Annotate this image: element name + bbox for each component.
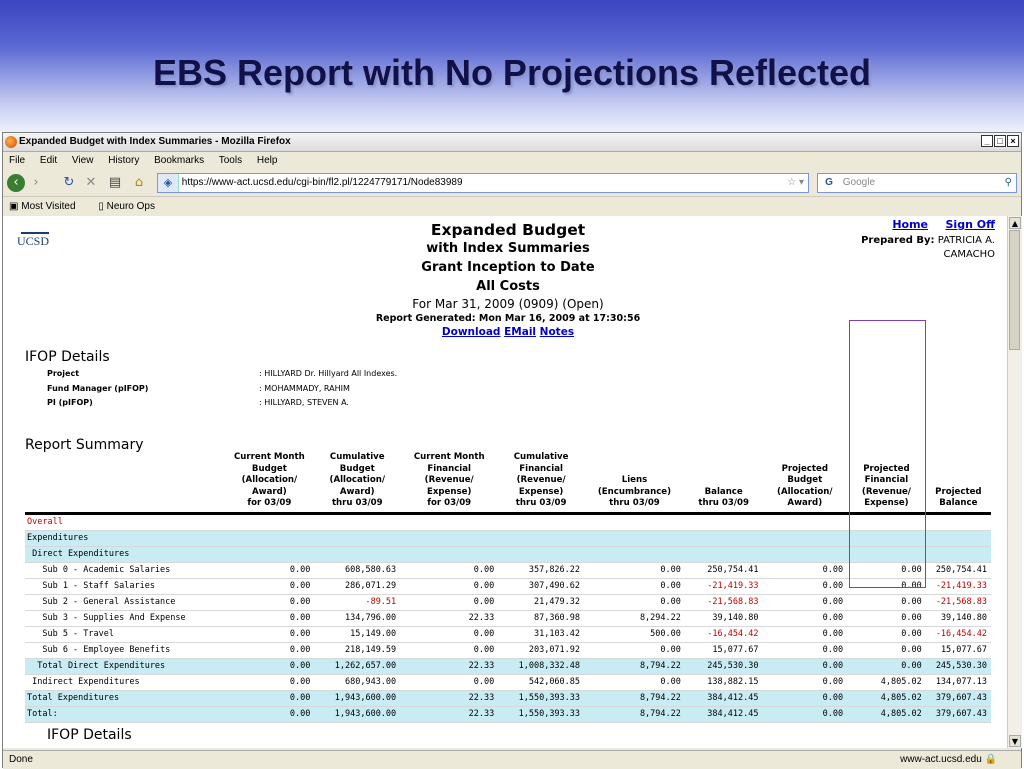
row-label: Sub 0 - Academic Salaries (25, 562, 224, 578)
status-bar (3, 750, 1021, 769)
cell-liens-col: 0.00 (584, 674, 685, 690)
cell-projected-budget-col: 0.00 (762, 626, 847, 642)
cell-projected-balance-col: 134,077.13 (926, 674, 991, 690)
menu-help[interactable]: Help (256, 155, 278, 166)
table-row (25, 674, 991, 690)
cell-cumulative-financial-col: 31,103.42 (498, 626, 584, 642)
cell-current-month-financial-col (400, 546, 498, 562)
cell-projected-balance-col: -21,568.83 (926, 594, 991, 610)
url-bar[interactable] (157, 173, 809, 193)
cell-current-month-financial-col: 22.33 (400, 690, 498, 706)
row-label: Overall (25, 513, 224, 530)
column-header-projected-balance-col: Projected Balance (926, 452, 991, 513)
cell-balance-col (685, 530, 763, 546)
cell-liens-col: 0.00 (584, 562, 685, 578)
status-domain: www-act.ucsd.edu 🔒 (900, 754, 997, 765)
bookmark-most-visited[interactable]: ▣ Most Visited (9, 201, 76, 212)
report-summary-table (25, 452, 991, 723)
cell-current-month-financial-col: 0.00 (400, 562, 498, 578)
home-icon[interactable]: ⌂ (134, 175, 144, 190)
cell-liens-col: 8,794.22 (584, 706, 685, 722)
cell-cumulative-financial-col: 1,550,393.33 (498, 690, 584, 706)
cell-current-month-financial-col (400, 513, 498, 530)
cell-projected-budget-col: 0.00 (762, 674, 847, 690)
cell-projected-balance-col: 250,754.41 (926, 562, 991, 578)
status-text: Done (9, 754, 33, 765)
cell-projected-budget-col (762, 546, 847, 562)
row-label: Expenditures (25, 530, 224, 546)
cell-projected-budget-col: 0.00 (762, 690, 847, 706)
cell-balance-col: -21,419.33 (685, 578, 763, 594)
cell-cumulative-financial-col (498, 513, 584, 530)
bookmark-neuro-ops[interactable]: ▯ Neuro Ops (98, 201, 155, 212)
cell-projected-balance-col: 15,077.67 (926, 642, 991, 658)
table-row (25, 530, 991, 546)
cell-liens-col: 8,794.22 (584, 690, 685, 706)
prepared-by-label: Prepared By: (861, 235, 935, 246)
cell-projected-financial-col: 4,805.02 (847, 690, 926, 706)
bookmarks-toolbar (3, 197, 1021, 218)
report-period: For Mar 31, 2009 (0909) (Open) (412, 297, 604, 311)
cell-current-month-budget-col: 0.00 (224, 610, 314, 626)
user-panel (861, 218, 995, 262)
cell-cumulative-budget-col: 680,943.00 (314, 674, 400, 690)
cell-balance-col: 384,412.45 (685, 706, 763, 722)
column-header-projected-financial-col: Projected Financial (Revenue/ Expense) (847, 452, 926, 513)
stop-icon[interactable]: ✕ (85, 175, 97, 190)
cell-current-month-financial-col (400, 530, 498, 546)
cell-projected-financial-col: 4,805.02 (847, 706, 926, 722)
home-link[interactable]: Home (892, 218, 928, 231)
report-generated: Report Generated: Mon Mar 16, 2009 at 17:30:56 (375, 313, 641, 324)
cell-cumulative-budget-col (314, 513, 400, 530)
cell-projected-financial-col: 0.00 (847, 562, 926, 578)
table-row (25, 578, 991, 594)
menu-bookmarks[interactable]: Bookmarks (154, 155, 205, 166)
cell-projected-balance-col: -16,454.42 (926, 626, 991, 642)
report-summary-heading: Report Summary (25, 437, 144, 453)
cell-current-month-financial-col: 22.33 (400, 706, 498, 722)
cell-projected-budget-col (762, 530, 847, 546)
menu-edit[interactable]: Edit (39, 155, 58, 166)
table-row (25, 546, 991, 562)
cell-cumulative-budget-col (314, 546, 400, 562)
table-row (25, 594, 991, 610)
cell-balance-col: 15,077.67 (685, 642, 763, 658)
print-icon[interactable]: ▤ (108, 175, 122, 190)
row-label: Sub 5 - Travel (25, 626, 224, 642)
cell-balance-col: 39,140.80 (685, 610, 763, 626)
row-label: Total Direct Expenditures (25, 658, 224, 674)
cell-current-month-financial-col: 22.33 (400, 610, 498, 626)
maximize-icon[interactable]: □ (994, 135, 1006, 147)
cell-current-month-financial-col: 0.00 (400, 674, 498, 690)
table-header-row (25, 452, 991, 513)
row-label: Sub 2 - General Assistance (25, 594, 224, 610)
row-label: Sub 3 - Supplies And Expense (25, 610, 224, 626)
site-identity-icon[interactable]: ◈ (158, 174, 179, 192)
cell-cumulative-financial-col: 307,490.62 (498, 578, 584, 594)
cell-projected-financial-col: 0.00 (847, 594, 926, 610)
cell-projected-financial-col: 0.00 (847, 642, 926, 658)
ifop-details (47, 367, 397, 411)
window-title: Expanded Budget with Index Summaries - Mozilla Firefox (19, 136, 291, 147)
cell-liens-col (584, 530, 685, 546)
cell-liens-col (584, 513, 685, 530)
cell-liens-col: 500.00 (584, 626, 685, 642)
cell-current-month-budget-col: 0.00 (224, 626, 314, 642)
cell-cumulative-financial-col (498, 546, 584, 562)
cell-cumulative-financial-col: 87,360.98 (498, 610, 584, 626)
cell-projected-financial-col: 0.00 (847, 626, 926, 642)
cell-liens-col: 8,294.22 (584, 610, 685, 626)
cell-cumulative-financial-col: 203,071.92 (498, 642, 584, 658)
column-header-current-month-budget-col: Current Month Budget (Allocation/ Award) for 03/09 (224, 452, 314, 513)
cell-projected-budget-col: 0.00 (762, 578, 847, 594)
cell-current-month-financial-col: 0.00 (400, 578, 498, 594)
menu-view[interactable]: View (71, 155, 94, 166)
report-links (303, 326, 713, 338)
cell-projected-budget-col: 0.00 (762, 706, 847, 722)
ifop-details-heading-bottom: IFOP Details (47, 727, 132, 743)
row-label: Total: (25, 706, 224, 722)
scroll-up-icon[interactable]: ▲ (1009, 217, 1021, 229)
minimize-icon[interactable]: _ (981, 135, 993, 147)
ifop-heading: IFOP Details (25, 349, 110, 365)
window-titlebar (3, 133, 1021, 152)
row-label: Total Expenditures (25, 690, 224, 706)
cell-balance-col: -21,568.83 (685, 594, 763, 610)
column-header-liens-col: Liens (Encumbrance) thru 03/09 (584, 452, 685, 513)
menu-history[interactable]: History (108, 155, 140, 166)
firefox-icon (5, 136, 17, 148)
cell-current-month-financial-col: 0.00 (400, 594, 498, 610)
column-header-cumulative-financial-col: Cumulative Financial (Revenue/ Expense) thru 03/09 (498, 452, 584, 513)
url-text: https://www-act.ucsd.edu/cgi-bin/fl2.pl/1224779171/Node83989 (181, 177, 463, 188)
table-row (25, 513, 991, 530)
cell-cumulative-budget-col: 1,262,657.00 (314, 658, 400, 674)
prepared-by-name-2: CAMACHO (943, 249, 995, 260)
column-header-label-col (25, 452, 224, 513)
slide-header (0, 0, 1024, 132)
cell-projected-financial-col: 4,805.02 (847, 674, 926, 690)
menu-bar (3, 152, 1021, 170)
cell-cumulative-budget-col (314, 530, 400, 546)
cell-cumulative-budget-col: 286,071.29 (314, 578, 400, 594)
lock-icon: 🔒 (984, 754, 997, 765)
cell-projected-balance-col (926, 546, 991, 562)
cell-projected-balance-col: 245,530.30 (926, 658, 991, 674)
sign-off-link[interactable]: Sign Off (945, 218, 995, 231)
cell-cumulative-financial-col: 21,479.32 (498, 594, 584, 610)
cell-current-month-financial-col: 22.33 (400, 658, 498, 674)
report-title: Expanded Budget (430, 221, 586, 239)
ifop-row: PI (pIFOP) : HILLYARD, STEVEN A. (47, 398, 349, 407)
ucsd-logo: UCSD (17, 220, 49, 249)
column-header-balance-col: Balance thru 03/09 (685, 452, 763, 513)
navigation-toolbar (3, 170, 1021, 197)
cell-cumulative-financial-col: 1,550,393.33 (498, 706, 584, 722)
notes-link[interactable]: Notes (539, 326, 575, 338)
cell-current-month-budget-col: 0.00 (224, 658, 314, 674)
scroll-down-icon[interactable]: ▼ (1009, 735, 1021, 747)
report-subtitle-3: All Costs (476, 279, 540, 294)
cell-liens-col: 0.00 (584, 594, 685, 610)
cell-cumulative-budget-col: 218,149.59 (314, 642, 400, 658)
cell-current-month-budget-col: 0.00 (224, 578, 314, 594)
cell-projected-financial-col: 0.00 (847, 578, 926, 594)
row-label: Direct Expenditures (25, 546, 224, 562)
cell-cumulative-financial-col (498, 530, 584, 546)
prepared-by-name: PATRICIA A. (937, 235, 995, 246)
table-row (25, 626, 991, 642)
back-icon[interactable]: ‹ (7, 174, 25, 192)
cell-cumulative-budget-col: 15,149.00 (314, 626, 400, 642)
cell-projected-balance-col: 379,607.43 (926, 690, 991, 706)
cell-balance-col: 250,754.41 (685, 562, 763, 578)
cell-cumulative-financial-col: 542,060.85 (498, 674, 584, 690)
cell-cumulative-budget-col: 608,580.63 (314, 562, 400, 578)
forward-icon[interactable]: › (33, 175, 39, 190)
cell-projected-budget-col (762, 513, 847, 530)
cell-cumulative-financial-col: 1,008,332.48 (498, 658, 584, 674)
cell-projected-budget-col: 0.00 (762, 594, 847, 610)
cell-projected-balance-col (926, 513, 991, 530)
cell-current-month-budget-col: 0.00 (224, 706, 314, 722)
cell-current-month-budget-col: 0.00 (224, 594, 314, 610)
slide-title: EBS Report with No Projections Reflected (152, 52, 872, 93)
cell-projected-budget-col: 0.00 (762, 658, 847, 674)
download-link[interactable]: Download (441, 326, 501, 338)
search-placeholder: Google (842, 177, 876, 188)
cell-liens-col: 0.00 (584, 578, 685, 594)
cell-projected-financial-col: 0.00 (847, 610, 926, 626)
vertical-scrollbar[interactable] (1007, 216, 1022, 748)
table-row (25, 610, 991, 626)
search-icon[interactable]: ⚲ (1004, 177, 1012, 188)
table-row (25, 658, 991, 674)
google-icon[interactable]: G (825, 177, 833, 188)
column-header-current-month-financial-col: Current Month Financial (Revenue/ Expense) for 03/09 (400, 452, 498, 513)
menu-tools[interactable]: Tools (218, 155, 243, 166)
cell-current-month-financial-col: 0.00 (400, 642, 498, 658)
column-header-projected-budget-col: Projected Budget (Allocation/ Award) (762, 452, 847, 513)
report-subtitle-2: Grant Inception to Date (421, 260, 595, 275)
cell-balance-col: 245,530.30 (685, 658, 763, 674)
cell-projected-balance-col: 39,140.80 (926, 610, 991, 626)
cell-current-month-budget-col (224, 513, 314, 530)
cell-liens-col: 0.00 (584, 642, 685, 658)
cell-balance-col (685, 513, 763, 530)
email-link[interactable]: EMail (504, 326, 537, 338)
table-row (25, 706, 991, 722)
ifop-row: Project : HILLYARD Dr. Hillyard All Indexes. (47, 369, 398, 378)
reload-icon[interactable]: ↻ (63, 175, 75, 190)
cell-liens-col (584, 546, 685, 562)
ifop-row: Fund Manager (pIFOP) : MOHAMMADY, RAHIM (47, 383, 350, 393)
cell-cumulative-budget-col: -89.51 (314, 594, 400, 610)
table-row (25, 562, 991, 578)
cell-current-month-budget-col: 0.00 (224, 674, 314, 690)
cell-current-month-financial-col: 0.00 (400, 626, 498, 642)
row-label: Sub 1 - Staff Salaries (25, 578, 224, 594)
cell-cumulative-financial-col: 357,826.22 (498, 562, 584, 578)
cell-cumulative-budget-col: 134,796.00 (314, 610, 400, 626)
table-row (25, 642, 991, 658)
cell-projected-financial-col: 0.00 (847, 658, 926, 674)
cell-current-month-budget-col: 0.00 (224, 562, 314, 578)
ucsd-bird-icon (21, 220, 49, 234)
cell-projected-balance-col (926, 530, 991, 546)
report-subtitle-1: with Index Summaries (426, 241, 590, 256)
cell-current-month-budget-col (224, 546, 314, 562)
cell-balance-col: -16,454.42 (685, 626, 763, 642)
cell-projected-budget-col: 0.00 (762, 562, 847, 578)
row-label: Indirect Expenditures (25, 674, 224, 690)
cell-current-month-budget-col (224, 530, 314, 546)
cell-balance-col: 384,412.45 (685, 690, 763, 706)
close-icon[interactable]: × (1007, 135, 1019, 147)
table-row (25, 690, 991, 706)
column-header-cumulative-budget-col: Cumulative Budget (Allocation/ Award) thru 03/09 (314, 452, 400, 513)
search-box[interactable] (817, 173, 1017, 193)
scroll-thumb[interactable] (1009, 230, 1020, 350)
projected-financial-highlight (849, 320, 926, 588)
bookmark-star-icon[interactable]: ☆ ▾ (787, 177, 804, 188)
cell-cumulative-budget-col: 1,943,600.00 (314, 706, 400, 722)
cell-balance-col: 138,882.15 (685, 674, 763, 690)
cell-current-month-budget-col: 0.00 (224, 642, 314, 658)
cell-balance-col (685, 546, 763, 562)
cell-liens-col: 8,794.22 (584, 658, 685, 674)
menu-file[interactable]: File (9, 155, 26, 166)
cell-projected-budget-col: 0.00 (762, 610, 847, 626)
row-label: Sub 6 - Employee Benefits (25, 642, 224, 658)
cell-current-month-budget-col: 0.00 (224, 690, 314, 706)
cell-projected-balance-col: -21,419.33 (926, 578, 991, 594)
cell-projected-balance-col: 379,607.43 (926, 706, 991, 722)
cell-projected-budget-col: 0.00 (762, 642, 847, 658)
cell-cumulative-budget-col: 1,943,600.00 (314, 690, 400, 706)
